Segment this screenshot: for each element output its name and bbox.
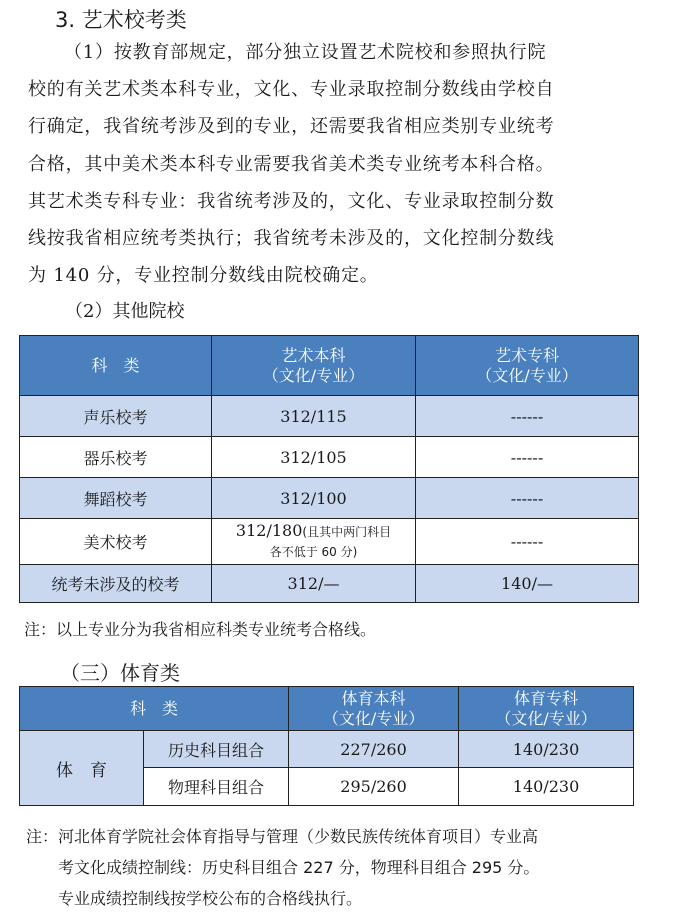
row-category: 舞蹈校考	[20, 478, 212, 519]
row-bachelor-score: 295/260	[289, 768, 459, 806]
header-art-college	[416, 336, 639, 396]
row-category: 器乐校考	[20, 437, 212, 478]
pe-note	[26, 821, 666, 914]
row-college-score: ------	[416, 396, 639, 437]
header-category: 科 类	[20, 336, 212, 396]
note-line: 注：河北体育学院社会体育指导与管理（少数民族传统体育项目）专业高	[26, 827, 539, 846]
paragraph-line: 线按我省相应统考类执行；我省统考未涉及的，文化控制分数线	[28, 228, 555, 250]
header-line: （文化/专业）	[262, 365, 365, 385]
row-combo: 物理科目组合	[144, 768, 289, 806]
row-college-score: ------	[416, 478, 639, 519]
table-row	[20, 519, 639, 565]
paragraph-line: 为 140 分，专业控制分数线由院校确定。	[28, 265, 379, 287]
note-line: 考文化成绩控制线：历史科目组合 227 分，物理科目组合 295 分。	[26, 858, 540, 877]
pe-score-table	[19, 686, 634, 806]
paragraph-line: 校的有关艺术类本科专业，文化、专业录取控制分数线由学校自	[28, 79, 555, 101]
table-row	[20, 731, 634, 768]
sub-heading-other-schools: （2）其他院校	[65, 301, 185, 322]
header-pe-college	[459, 687, 634, 731]
header-line: 体育本科	[341, 688, 406, 708]
header-art-bachelor	[212, 336, 416, 396]
row-bachelor-score: 312/105	[212, 437, 416, 478]
paragraph-line: 行确定，我省统考涉及到的专业，还需要我省相应类别专业统考	[28, 116, 555, 138]
row-group-pe: 体 育	[20, 731, 144, 806]
row-bachelor-score	[212, 519, 416, 565]
row-college-score: 140/230	[459, 768, 634, 806]
row-bachelor-score: 312/115	[212, 396, 416, 437]
header-line: （文化/专业）	[495, 708, 597, 728]
note-line: 专业成绩控制线按学校公布的合格线执行。	[26, 889, 363, 908]
table-row	[20, 565, 639, 603]
row-category: 统考未涉及的校考	[20, 565, 212, 603]
score-note: (且其中两门科目	[302, 525, 392, 539]
header-line: （文化/专业）	[476, 365, 578, 385]
section-heading-art: 3. 艺术校考类	[55, 8, 187, 32]
paragraph-line: 其艺术类专科专业：我省统考涉及的，文化、专业录取控制分数	[28, 190, 555, 212]
row-college-score: 140/—	[416, 565, 639, 603]
table-row	[20, 437, 639, 478]
row-bachelor-score: 312/—	[212, 565, 416, 603]
paragraph-line: （1）按教育部规定，部分独立设置艺术院校和参照执行院	[64, 42, 547, 63]
row-bachelor-score: 227/260	[289, 731, 459, 768]
row-category: 声乐校考	[20, 396, 212, 437]
header-line: 体育专科	[514, 688, 579, 708]
table-row	[20, 396, 639, 437]
table-header-row	[20, 687, 634, 731]
header-line: 艺术本科	[281, 345, 346, 365]
score-note-line2: 各不低于 60 分)	[269, 545, 358, 559]
row-bachelor-score: 312/100	[212, 478, 416, 519]
score-value: 312/180	[235, 521, 303, 540]
header-line: 艺术专科	[494, 345, 559, 365]
row-college-score: ------	[416, 519, 639, 565]
header-line: （文化/专业）	[322, 708, 425, 728]
row-combo: 历史科目组合	[144, 731, 289, 768]
section-heading-pe: （三）体育类	[60, 661, 180, 685]
art-score-table	[19, 335, 639, 603]
table-header-row	[20, 336, 639, 396]
paragraph-line: 合格，其中美术类本科专业需要我省美术类专业统考本科合格。	[28, 153, 555, 175]
table-row	[20, 478, 639, 519]
header-category: 科 类	[20, 687, 289, 731]
art-paragraph	[28, 34, 648, 294]
header-pe-bachelor	[289, 687, 459, 731]
row-category: 美术校考	[20, 519, 212, 565]
row-college-score: ------	[416, 437, 639, 478]
art-note: 注：以上专业分为我省相应科类专业统考合格线。	[24, 620, 377, 639]
row-college-score: 140/230	[459, 731, 634, 768]
